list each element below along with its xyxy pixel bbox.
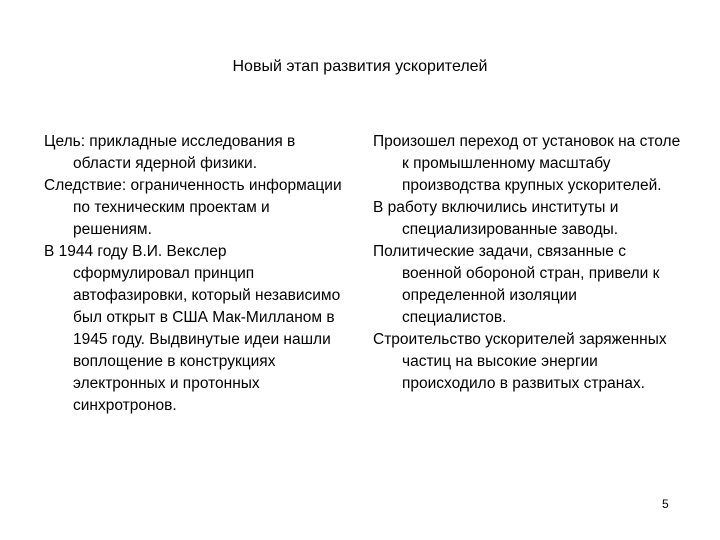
left-paragraph-consequence: Следствие: ограниченность информации по техническим проектам и решениям.	[44, 177, 342, 238]
right-paragraph-political: Политические задачи, связанные с военной обороной стран, привели к определенной изоляции специалистов.	[373, 243, 660, 326]
left-paragraph-goal: Цель: прикладные исследования в области ядерной физики.	[44, 133, 296, 172]
right-column	[373, 131, 683, 395]
right-paragraph-industrial-scale: Произошел переход от установок на столе к промышленному масштабу производства крупных ускорителей.	[373, 133, 681, 194]
slide-title: Новый этап развития ускорителей	[232, 58, 488, 75]
left-paragraph-veksler: В 1944 году В.И. Векслер сформулировал принцип автофазировки, который независимо был открыт в США Мак-Милланом в 1945 году. Выдвинутые идеи нашли воплощение в конструкциях электронных и протонных синхротронов.	[44, 243, 341, 414]
page-number: 5	[662, 497, 669, 511]
right-paragraph-construction: Строительство ускорителей заряженных частиц на высокие энергии происходило в развитых странах.	[373, 331, 667, 392]
left-column	[44, 131, 344, 417]
right-paragraph-institutes: В работу включились институты и специализированные заводы.	[373, 199, 619, 238]
